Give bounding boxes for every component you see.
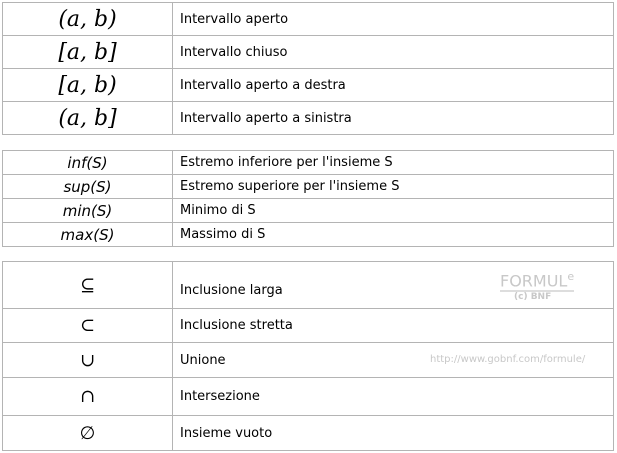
intervals-table bbox=[2, 2, 614, 135]
subset-eq-icon: ⊆ bbox=[3, 262, 173, 309]
table-row bbox=[3, 199, 614, 223]
symbol: (a, b] bbox=[3, 102, 173, 135]
table-row bbox=[3, 36, 614, 69]
table-row bbox=[3, 175, 614, 199]
empty-set-icon: ∅ bbox=[3, 416, 173, 451]
table-row bbox=[3, 69, 614, 102]
description: Intervallo aperto a destra bbox=[173, 69, 614, 102]
symbol: min(S) bbox=[3, 199, 173, 223]
subset-icon: ⊂ bbox=[3, 309, 173, 343]
table-row bbox=[3, 102, 614, 135]
symbol: inf(S) bbox=[3, 151, 173, 175]
table-row bbox=[3, 3, 614, 36]
table-row bbox=[3, 151, 614, 175]
table-row bbox=[3, 343, 614, 378]
description: Intersezione bbox=[173, 378, 614, 416]
bounds-table bbox=[2, 150, 614, 247]
table-row bbox=[3, 309, 614, 343]
description: Intervallo aperto bbox=[173, 3, 614, 36]
symbol: (a, b) bbox=[3, 3, 173, 36]
union-icon: ∪ bbox=[3, 343, 173, 378]
sets-table bbox=[2, 261, 614, 451]
intersection-icon: ∩ bbox=[3, 378, 173, 416]
table-row bbox=[3, 378, 614, 416]
symbol: sup(S) bbox=[3, 175, 173, 199]
description: Insieme vuoto bbox=[173, 416, 614, 451]
symbol: [a, b] bbox=[3, 36, 173, 69]
table-row bbox=[3, 416, 614, 451]
description: Massimo di S bbox=[173, 223, 614, 247]
table-row bbox=[3, 223, 614, 247]
symbol: [a, b) bbox=[3, 69, 173, 102]
watermark-logo: FORMUL$^e$ (c) BNF bbox=[500, 270, 575, 303]
description: Inclusione larga bbox=[173, 262, 614, 309]
description: Intervallo chiuso bbox=[173, 36, 614, 69]
watermark-url: http://www.gobnf.com/formule/ bbox=[430, 354, 586, 365]
table-row bbox=[3, 262, 614, 309]
description: Minimo di S bbox=[173, 199, 614, 223]
description: Unione bbox=[173, 343, 614, 378]
description: Estremo inferiore per l'insieme S bbox=[173, 151, 614, 175]
symbol: max(S) bbox=[3, 223, 173, 247]
description: Estremo superiore per l'insieme S bbox=[173, 175, 614, 199]
description: Intervallo aperto a sinistra bbox=[173, 102, 614, 135]
description: Inclusione stretta bbox=[173, 309, 614, 343]
